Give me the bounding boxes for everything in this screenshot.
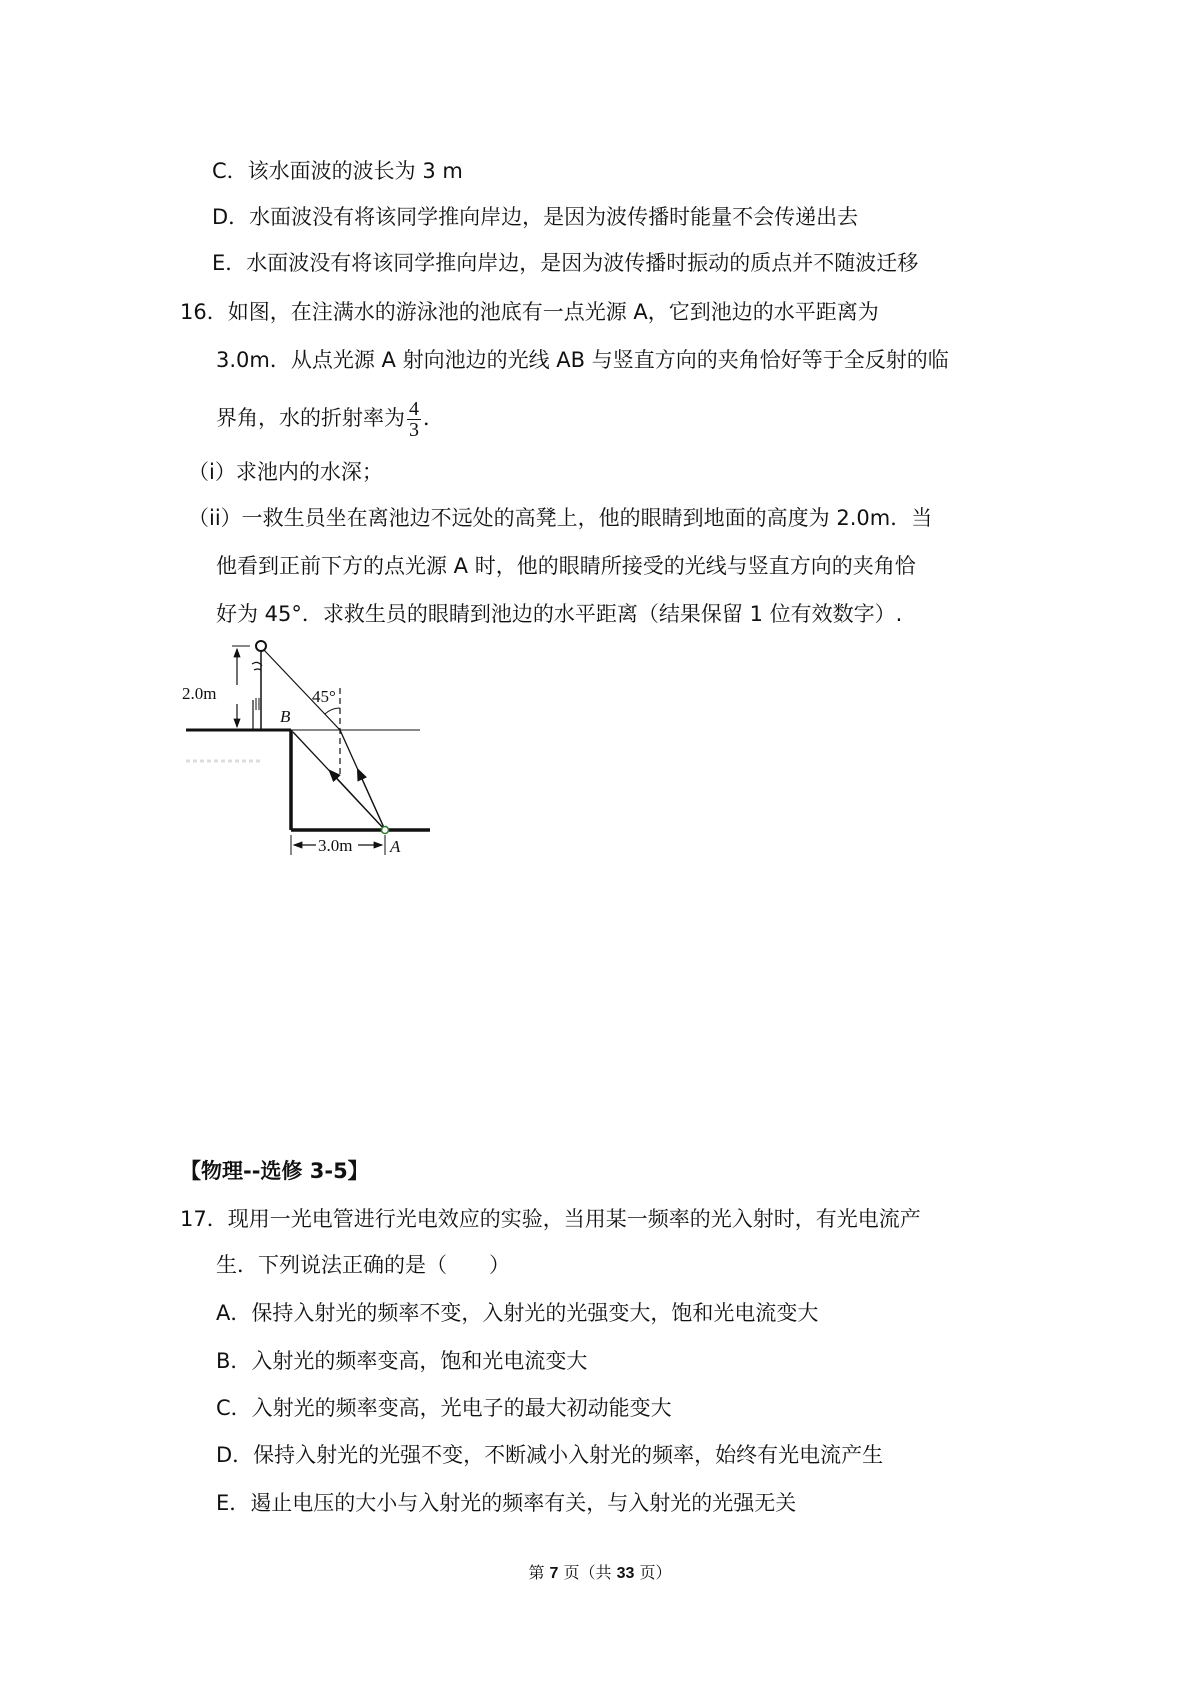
- q17-option-c: C．入射光的频率变高，光电子的最大初动能变大: [216, 1396, 672, 1420]
- height-label: 2.0m: [182, 684, 217, 703]
- fraction-denominator: 3: [409, 418, 419, 441]
- footer-suffix: 页）: [634, 1563, 672, 1582]
- q17-option-b: B．入射光的频率变高，饱和光电流变大: [216, 1349, 588, 1373]
- q15-option-c: C．该水面波的波长为 3 m: [212, 159, 463, 183]
- page-total: 33: [616, 1565, 635, 1582]
- q15-option-e: E．水面波没有将该同学推向岸边，是因为波传播时振动的质点并不随波迁移: [212, 251, 919, 275]
- angle-arc: [325, 708, 340, 714]
- angle-label: 45°: [312, 687, 336, 706]
- label-b: B: [280, 707, 291, 726]
- q16-part-ii-line-1: （ii）一救生员坐在离池边不远处的高凳上，他的眼睛到地面的高度为 2.0m．当: [188, 506, 933, 530]
- q16-part-ii-line-2: 他看到正前下方的点光源 A 时，他的眼睛所接受的光线与竖直方向的夹角恰: [216, 554, 916, 578]
- q17-line-2: 生．下列说法正确的是（ ）: [216, 1253, 510, 1277]
- ray-a-to-b-arrow: [330, 771, 385, 830]
- q17-line-1: 17．现用一光电管进行光电效应的实验，当用某一频率的光入射时，有光电流产: [180, 1207, 921, 1231]
- ray-a-to-eye-arrow: [358, 770, 385, 830]
- q16-line-3-text: 界角，水的折射率为: [216, 406, 405, 430]
- q16-part-i: （i）求池内的水深；: [188, 460, 383, 484]
- q17-option-e: E．遏止电压的大小与入射光的频率有关，与入射光的光强无关: [216, 1491, 797, 1515]
- q16-part-ii-line-3: 好为 45°．求救生员的眼睛到池边的水平距离（结果保留 1 位有效数字）.: [216, 602, 903, 626]
- label-a: A: [390, 837, 401, 856]
- fraction-numerator: 4: [409, 397, 419, 420]
- refractive-index-fraction: [407, 399, 421, 440]
- pool-diagram: [180, 630, 440, 860]
- footer-middle: 页（共: [558, 1563, 617, 1582]
- q16-line-1: 16．如图，在注满水的游泳池的池底有一点光源 A，它到池边的水平距离为: [180, 300, 879, 324]
- section-title: 【物理--选修 3-5】: [180, 1159, 369, 1183]
- page-footer: [0, 1560, 1200, 1583]
- light-source-point: [382, 827, 389, 834]
- q16-line-3-end: ．: [423, 406, 444, 430]
- q17-option-a: A．保持入射光的频率不变，入射光的光强变大，饱和光电流变大: [216, 1301, 819, 1325]
- page-number: 7: [549, 1565, 559, 1582]
- footer-prefix: 第: [528, 1563, 550, 1582]
- q17-option-d: D．保持入射光的光强不变，不断减小入射光的频率，始终有光电流产生: [216, 1443, 884, 1467]
- width-label: 3.0m: [318, 836, 353, 855]
- q16-line-2: 3.0m．从点光源 A 射向池边的光线 AB 与竖直方向的夹角恰好等于全反射的临: [216, 348, 949, 372]
- eye-icon: [256, 641, 266, 651]
- q15-option-d: D．水面波没有将该同学推向岸边，是因为波传播时能量不会传递出去: [212, 205, 859, 229]
- q16-line-3: [216, 394, 444, 442]
